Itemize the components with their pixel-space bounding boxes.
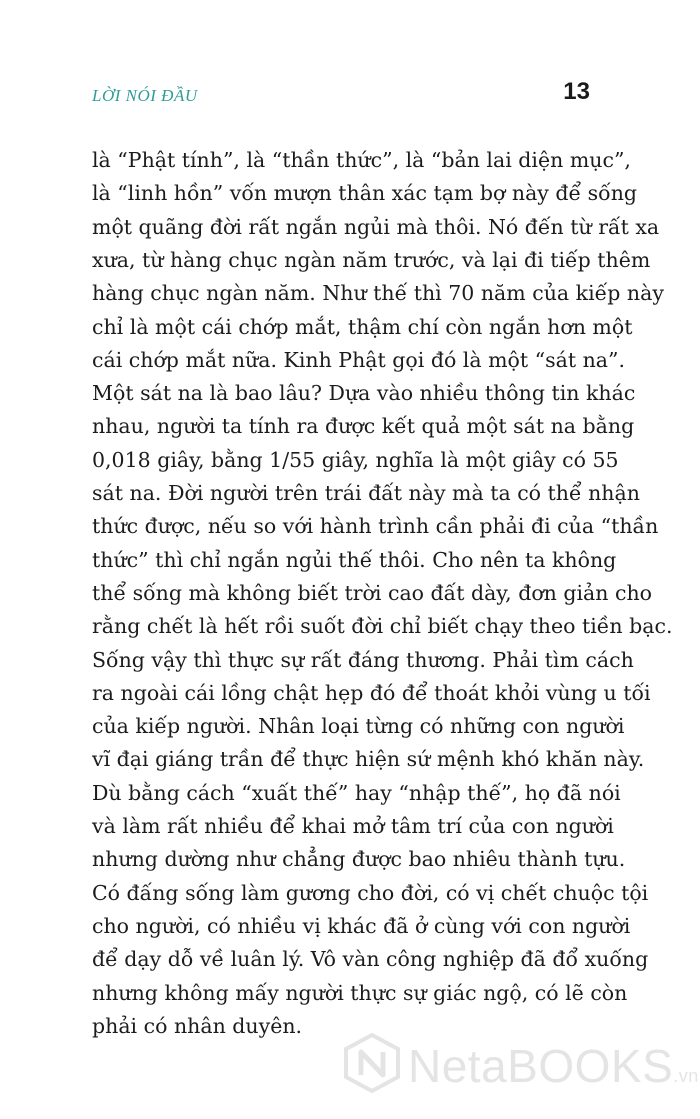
watermark-brand bbox=[408, 1039, 699, 1093]
body-line: để dạy dỗ về luân lý. Vô vàn công nghiệp đã đổ xuống bbox=[92, 947, 649, 972]
body-line: xưa, từ hàng chục ngàn năm trước, và lại đi tiếp thêm bbox=[92, 247, 651, 272]
body-line: cái chớp mắt nữa. Kinh Phật gọi đó là một “sát na”. bbox=[92, 347, 626, 372]
body-line: 0,018 giây, bằng 1/55 giây, nghĩa là một giây có 55 bbox=[92, 447, 619, 472]
body-line: là “Phật tính”, là “thần thức”, là “bản lai diện mục”, bbox=[92, 148, 631, 172]
body-line: thể sống mà không biết trời cao đất dày, đơn giản cho bbox=[92, 580, 653, 605]
body-line: nhưng không mấy người thực sự giác ngộ, có lẽ còn bbox=[92, 980, 628, 1005]
body-line: nhưng dường như chẳng được bao nhiêu thành tựu. bbox=[92, 847, 626, 872]
body-line: chỉ là một cái chớp mắt, thậm chí còn ngắn hơn một bbox=[92, 314, 633, 339]
body-line: Sống vậy thì thực sự rất đáng thương. Phải tìm cách bbox=[92, 647, 634, 672]
body-line: phải có nhân duyên. bbox=[92, 1013, 303, 1038]
body-line: sát na. Đời người trên trái đất này mà ta có thể nhận bbox=[92, 481, 640, 505]
body-line: là “linh hồn” vốn mượn thân xác tạm bợ này để sống bbox=[92, 181, 638, 206]
body-line: nhau, người ta tính ra được kết quả một sát na bằng bbox=[92, 414, 635, 439]
watermark bbox=[342, 1029, 699, 1099]
page-number: 13 bbox=[563, 78, 590, 105]
body-line: thức” thì chỉ ngắn ngủi thế thôi. Cho nên ta không bbox=[92, 547, 617, 572]
body-line: thức được, nếu so với hành trình cần phải đi của “thần bbox=[92, 514, 659, 539]
running-head: LỜI NÓI ĐẦU bbox=[92, 86, 198, 105]
watermark-brand-main: NetaBOOKS bbox=[408, 1040, 674, 1092]
body-line: ra ngoài cái lồng chật hẹp đó để thoát khỏi vùng u tối bbox=[92, 680, 651, 705]
body-line: hàng chục ngàn năm. Như thế thì 70 năm của kiếp này bbox=[92, 281, 664, 306]
body-line: Dù bằng cách “xuất thế” hay “nhập thế”, họ đã nói bbox=[92, 780, 621, 805]
body-line: Một sát na là bao lâu? Dựa vào nhiều thông tin khác bbox=[92, 381, 636, 406]
body-line: một quãng đời rất ngắn ngủi mà thôi. Nó đến từ rất xa bbox=[92, 214, 660, 239]
body-line: của kiếp người. Nhân loại từng có những con người bbox=[92, 714, 625, 739]
body-line: vĩ đại giáng trần để thực hiện sứ mệnh khó khăn này. bbox=[92, 747, 645, 772]
body-line: Có đấng sống làm gương cho đời, có vị chết chuộc tội bbox=[92, 880, 649, 905]
neta-n-logo-icon bbox=[342, 1033, 402, 1093]
body-line: và làm rất nhiều để khai mở tâm trí của con người bbox=[92, 814, 614, 838]
body-line: cho người, có nhiều vị khác đã ở cùng với con người bbox=[92, 913, 631, 938]
watermark-brand-suffix: .vn bbox=[673, 1066, 699, 1086]
body-line: rằng chết là hết rồi suốt đời chỉ biết chạy theo tiền bạc. bbox=[92, 614, 673, 639]
